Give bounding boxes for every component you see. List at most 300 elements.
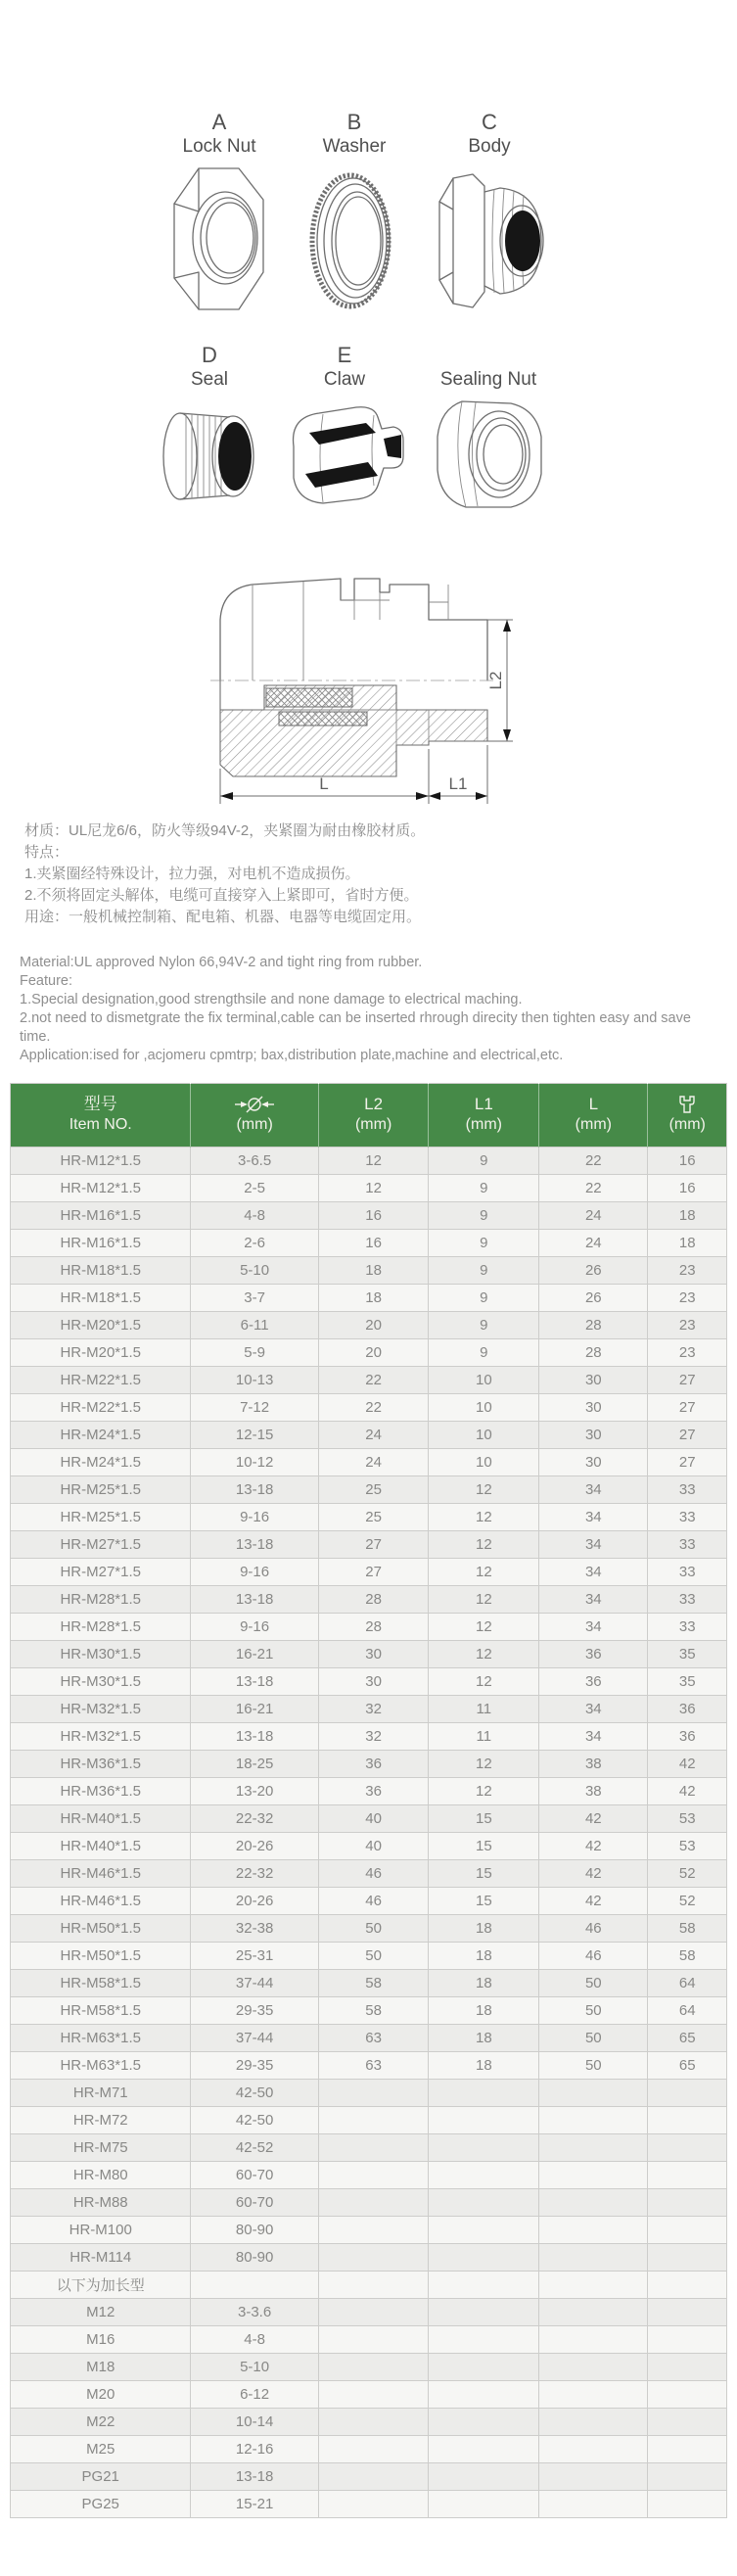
- table-cell: [539, 2463, 648, 2491]
- table-cell: [539, 2272, 648, 2299]
- table-cell: [539, 2409, 648, 2436]
- table-cell: 15: [429, 1805, 539, 1833]
- table-cell: 50: [318, 1915, 429, 1943]
- table-cell: 63: [318, 2052, 429, 2080]
- table-cell: [318, 2354, 429, 2381]
- table-cell: 12: [429, 1668, 539, 1696]
- table-cell: 9: [429, 1285, 539, 1312]
- table-cell: 16: [648, 1147, 727, 1175]
- table-cell: PG25: [11, 2491, 191, 2518]
- table-row: [11, 1778, 727, 1805]
- table-cell: [429, 2162, 539, 2189]
- table-row: [11, 1476, 727, 1504]
- table-cell: HR-M88: [11, 2189, 191, 2217]
- table-row: [11, 1751, 727, 1778]
- table-cell: 36: [648, 1723, 727, 1751]
- table-cell: 10: [429, 1449, 539, 1476]
- table-cell: 42-50: [191, 2107, 318, 2134]
- table-cell: 20: [318, 1312, 429, 1339]
- table-cell: HR-M12*1.5: [11, 1175, 191, 1202]
- table-cell: 34: [539, 1476, 648, 1504]
- table-cell: [429, 2436, 539, 2463]
- table-cell: [191, 2272, 318, 2299]
- spec-table-header: [11, 1084, 727, 1147]
- table-cell: [539, 2491, 648, 2518]
- table-cell: 22: [539, 1175, 648, 1202]
- table-cell: M22: [11, 2409, 191, 2436]
- table-cell: 3-3.6: [191, 2299, 318, 2326]
- table-cell: HR-M36*1.5: [11, 1751, 191, 1778]
- table-cell: 63: [318, 2025, 429, 2052]
- table-cell: HR-M30*1.5: [11, 1641, 191, 1668]
- table-cell: [648, 2409, 727, 2436]
- table-row: [11, 1970, 727, 1997]
- table-cell: HR-M50*1.5: [11, 1915, 191, 1943]
- table-cell: 18: [318, 1285, 429, 1312]
- table-cell: 10: [429, 1367, 539, 1394]
- table-cell: 9: [429, 1230, 539, 1257]
- table-cell: M20: [11, 2381, 191, 2409]
- table-cell: 7-12: [191, 1394, 318, 1422]
- table-cell: 42: [648, 1751, 727, 1778]
- table-cell: [539, 2134, 648, 2162]
- table-cell: 10: [429, 1394, 539, 1422]
- table-cell: [539, 2080, 648, 2107]
- table-cell: 13-18: [191, 2463, 318, 2491]
- table-cell: 18: [429, 1943, 539, 1970]
- table-cell: 50: [539, 2025, 648, 2052]
- table-cell: HR-M20*1.5: [11, 1312, 191, 1339]
- table-cell: [539, 2326, 648, 2354]
- table-cell: 65: [648, 2025, 727, 2052]
- table-cell: HR-M25*1.5: [11, 1476, 191, 1504]
- table-cell: 33: [648, 1614, 727, 1641]
- col-header-l1: L1 (mm): [429, 1084, 539, 1147]
- table-cell: HR-M22*1.5: [11, 1367, 191, 1394]
- table-cell: 9-16: [191, 1559, 318, 1586]
- part-name: Lock Nut: [182, 136, 256, 157]
- table-cell: [648, 2299, 727, 2326]
- table-cell: 28: [318, 1614, 429, 1641]
- table-cell: 30: [539, 1422, 648, 1449]
- table-cell: [648, 2244, 727, 2272]
- table-cell: 11: [429, 1723, 539, 1751]
- washer-figure: [307, 163, 401, 327]
- table-cell: 10: [429, 1422, 539, 1449]
- table-cell: [429, 2217, 539, 2244]
- part-letter: [415, 343, 562, 368]
- table-cell: 18: [429, 2025, 539, 2052]
- part-name: Body: [468, 136, 511, 157]
- table-cell: 15: [429, 1833, 539, 1860]
- table-cell: [318, 2491, 429, 2518]
- table-cell: [539, 2436, 648, 2463]
- table-cell: 13-20: [191, 1778, 318, 1805]
- col-header-l2: L2 (mm): [318, 1084, 429, 1147]
- table-cell: 50: [539, 1970, 648, 1997]
- table-row: [11, 2272, 727, 2299]
- table-cell: 16: [318, 1230, 429, 1257]
- table-cell: [429, 2080, 539, 2107]
- table-row: [11, 2354, 727, 2381]
- table-cell: 33: [648, 1586, 727, 1614]
- wrench-icon: [676, 1094, 698, 1115]
- spec-table-body: [11, 1147, 727, 2518]
- table-cell: 25: [318, 1504, 429, 1531]
- table-cell: 6-12: [191, 2381, 318, 2409]
- table-cell: 33: [648, 1559, 727, 1586]
- table-row: [11, 1614, 727, 1641]
- table-cell: [318, 2409, 429, 2436]
- table-row: [11, 1285, 727, 1312]
- table-cell: 24: [539, 1230, 648, 1257]
- table-cell: 40: [318, 1833, 429, 1860]
- table-cell: 9: [429, 1257, 539, 1285]
- table-cell: 33: [648, 1476, 727, 1504]
- parts-row-2: [145, 343, 562, 515]
- table-cell: 20-26: [191, 1833, 318, 1860]
- table-cell: 24: [318, 1449, 429, 1476]
- table-cell: 52: [648, 1860, 727, 1888]
- table-cell: [318, 2299, 429, 2326]
- spec-table: [10, 1083, 727, 2518]
- table-cell: [648, 2107, 727, 2134]
- body-figure: [428, 163, 551, 327]
- table-cell: PG21: [11, 2463, 191, 2491]
- table-cell: 50: [318, 1943, 429, 1970]
- table-cell: [318, 2080, 429, 2107]
- table-row: [11, 1367, 727, 1394]
- table-cell: 18-25: [191, 1751, 318, 1778]
- table-cell: 22: [539, 1147, 648, 1175]
- table-row: [11, 1915, 727, 1943]
- table-cell: 42-50: [191, 2080, 318, 2107]
- table-cell: 18: [429, 1997, 539, 2025]
- table-row: [11, 2244, 727, 2272]
- table-cell: 12-15: [191, 1422, 318, 1449]
- table-cell: 12: [429, 1751, 539, 1778]
- table-cell: 37-44: [191, 1970, 318, 1997]
- table-cell: 12-16: [191, 2436, 318, 2463]
- table-cell: 23: [648, 1339, 727, 1367]
- table-row: [11, 1833, 727, 1860]
- table-cell: 34: [539, 1696, 648, 1723]
- table-cell: 58: [318, 1970, 429, 1997]
- table-cell: 3-7: [191, 1285, 318, 1312]
- table-cell: HR-M32*1.5: [11, 1723, 191, 1751]
- table-cell: [648, 2162, 727, 2189]
- sealing-nut-figure: [425, 396, 552, 515]
- table-cell: [539, 2299, 648, 2326]
- lock-nut-figure: [168, 163, 270, 327]
- table-row: [11, 1202, 727, 1230]
- table-cell: 12: [429, 1614, 539, 1641]
- table-cell: 27: [648, 1449, 727, 1476]
- table-cell: [539, 2244, 648, 2272]
- material-line-en: Material:UL approved Nylon 66,94V-2 and tight ring from rubber.: [20, 955, 423, 970]
- table-cell: HR-M18*1.5: [11, 1285, 191, 1312]
- part-claw: [280, 343, 409, 515]
- table-row: [11, 1805, 727, 1833]
- table-cell: [318, 2326, 429, 2354]
- table-row: [11, 2299, 727, 2326]
- table-row: [11, 1586, 727, 1614]
- application-line-en: Application:ised for ,acjomeru cpmtrp; bax,distribution plate,machine and electrical,etc.: [20, 1048, 564, 1063]
- table-cell: 12: [318, 1147, 429, 1175]
- table-cell: 16-21: [191, 1641, 318, 1668]
- table-cell: HR-M18*1.5: [11, 1257, 191, 1285]
- table-cell: 34: [539, 1504, 648, 1531]
- table-cell: 22: [318, 1367, 429, 1394]
- table-cell: M12: [11, 2299, 191, 2326]
- feature-1-en: 1.Special designation,good strengthsile and none damage to electrical maching.: [20, 992, 523, 1007]
- table-cell: 12: [318, 1175, 429, 1202]
- table-cell: [429, 2463, 539, 2491]
- table-cell: 58: [318, 1997, 429, 2025]
- table-cell: 12: [429, 1476, 539, 1504]
- table-cell: 36: [318, 1751, 429, 1778]
- table-row: [11, 1147, 727, 1175]
- table-cell: 16: [318, 1202, 429, 1230]
- table-cell: [429, 2299, 539, 2326]
- table-cell: 5-10: [191, 2354, 318, 2381]
- table-cell: 9-16: [191, 1504, 318, 1531]
- material-line-cn: 材质：UL尼龙6/6，防火等级94V-2，夹紧圈为耐由橡胶材质。: [24, 822, 426, 839]
- table-cell: 16-21: [191, 1696, 318, 1723]
- table-row: [11, 1723, 727, 1751]
- table-cell: 27: [648, 1422, 727, 1449]
- table-cell: 10-13: [191, 1367, 318, 1394]
- table-cell: [318, 2436, 429, 2463]
- table-row: [11, 1943, 727, 1970]
- table-cell: 9-16: [191, 1614, 318, 1641]
- table-cell: 65: [648, 2052, 727, 2080]
- table-cell: 32: [318, 1696, 429, 1723]
- table-cell: 15-21: [191, 2491, 318, 2518]
- table-row: [11, 1668, 727, 1696]
- table-cell: [648, 2326, 727, 2354]
- table-cell: 30: [318, 1668, 429, 1696]
- table-row: [11, 2189, 727, 2217]
- table-cell: [318, 2244, 429, 2272]
- table-cell: 2-6: [191, 1230, 318, 1257]
- table-cell: 42: [539, 1860, 648, 1888]
- table-cell: HR-M75: [11, 2134, 191, 2162]
- table-cell: [429, 2272, 539, 2299]
- table-row: [11, 2381, 727, 2409]
- table-cell: HR-M24*1.5: [11, 1449, 191, 1476]
- table-cell: [318, 2189, 429, 2217]
- table-cell: 33: [648, 1504, 727, 1531]
- table-cell: 46: [539, 1915, 648, 1943]
- table-cell: 38: [539, 1778, 648, 1805]
- table-row: [11, 1257, 727, 1285]
- table-row: [11, 1997, 727, 2025]
- table-cell: 18: [648, 1230, 727, 1257]
- table-cell: HR-M25*1.5: [11, 1504, 191, 1531]
- table-cell: [429, 2107, 539, 2134]
- table-cell: 18: [318, 1257, 429, 1285]
- table-cell: [539, 2381, 648, 2409]
- table-cell: [429, 2134, 539, 2162]
- feature-2-en: 2.not need to dismetgrate the fix terminal,cable can be inserted rhrough direcity then tighten easy and save time.: [20, 1010, 691, 1045]
- table-row: [11, 2491, 727, 2518]
- table-cell: 60-70: [191, 2189, 318, 2217]
- table-cell: HR-M30*1.5: [11, 1668, 191, 1696]
- table-cell: 5-9: [191, 1339, 318, 1367]
- table-cell: 64: [648, 1997, 727, 2025]
- table-cell: 25-31: [191, 1943, 318, 1970]
- part-letter: B: [346, 110, 362, 134]
- table-row: [11, 1175, 727, 1202]
- table-cell: 5-10: [191, 1257, 318, 1285]
- table-cell: HR-M58*1.5: [11, 1997, 191, 2025]
- table-cell: [318, 2217, 429, 2244]
- table-cell: 2-5: [191, 1175, 318, 1202]
- table-cell: 27: [648, 1367, 727, 1394]
- table-cell: 36: [318, 1778, 429, 1805]
- table-cell: 3-6.5: [191, 1147, 318, 1175]
- table-row: [11, 1422, 727, 1449]
- table-cell: HR-M100: [11, 2217, 191, 2244]
- assembly-drawing: [206, 563, 529, 819]
- col-header-l: L (mm): [539, 1084, 648, 1147]
- feature-title-en: Feature:: [20, 973, 72, 989]
- part-letter: A: [211, 110, 227, 134]
- table-cell: 23: [648, 1312, 727, 1339]
- table-cell: [648, 2491, 727, 2518]
- table-cell: 9: [429, 1339, 539, 1367]
- table-cell: [648, 2436, 727, 2463]
- description-english: [20, 954, 719, 1065]
- part-name: Sealing Nut: [439, 369, 537, 390]
- table-cell: 22-32: [191, 1860, 318, 1888]
- table-cell: HR-M40*1.5: [11, 1833, 191, 1860]
- parts-diagram-section: [0, 0, 737, 815]
- table-cell: [429, 2244, 539, 2272]
- table-cell: 24: [318, 1422, 429, 1449]
- table-cell: 18: [648, 1202, 727, 1230]
- col-header-wrench-size: (mm): [648, 1084, 727, 1147]
- part-body: [425, 110, 554, 327]
- table-cell: 36: [539, 1668, 648, 1696]
- table-cell: HR-M22*1.5: [11, 1394, 191, 1422]
- table-cell: 25: [318, 1476, 429, 1504]
- description-chinese: [24, 820, 737, 928]
- table-cell: 53: [648, 1805, 727, 1833]
- table-row: [11, 1641, 727, 1668]
- table-row: [11, 1449, 727, 1476]
- table-cell: 4-8: [191, 2326, 318, 2354]
- table-cell: 30: [318, 1641, 429, 1668]
- feature-2-cn: 2.不须将固定头解体，电缆可直接穿入上紧即可，省时方便。: [24, 887, 419, 904]
- table-cell: [539, 2189, 648, 2217]
- table-cell: [539, 2162, 648, 2189]
- table-cell: [318, 2381, 429, 2409]
- table-cell: [539, 2107, 648, 2134]
- table-cell: 52: [648, 1888, 727, 1915]
- table-cell: 22-32: [191, 1805, 318, 1833]
- table-cell: HR-M50*1.5: [11, 1943, 191, 1970]
- table-cell: 40: [318, 1805, 429, 1833]
- table-cell: [648, 2463, 727, 2491]
- part-letter: D: [202, 343, 217, 367]
- table-cell: 16: [648, 1175, 727, 1202]
- table-cell: HR-M16*1.5: [11, 1202, 191, 1230]
- table-cell: 35: [648, 1668, 727, 1696]
- table-cell: [648, 2217, 727, 2244]
- table-cell: 13-18: [191, 1668, 318, 1696]
- parts-row-1: [155, 110, 554, 327]
- table-cell: HR-M46*1.5: [11, 1888, 191, 1915]
- dim-label-l: L: [319, 774, 329, 793]
- table-row: [11, 2217, 727, 2244]
- table-cell: 60-70: [191, 2162, 318, 2189]
- table-cell: HR-M63*1.5: [11, 2052, 191, 2080]
- feature-title-cn: 特点：: [24, 844, 69, 861]
- table-cell: HR-M28*1.5: [11, 1586, 191, 1614]
- table-cell: 50: [539, 2052, 648, 2080]
- part-letter: C: [482, 110, 497, 134]
- table-cell: HR-M32*1.5: [11, 1696, 191, 1723]
- table-cell: 42: [539, 1833, 648, 1860]
- part-washer: [290, 110, 419, 327]
- table-cell: 34: [539, 1559, 648, 1586]
- table-cell: 29-35: [191, 1997, 318, 2025]
- table-cell: HR-M36*1.5: [11, 1778, 191, 1805]
- table-cell: 32-38: [191, 1915, 318, 1943]
- table-cell: [318, 2272, 429, 2299]
- table-row: [11, 2409, 727, 2436]
- table-row: [11, 2162, 727, 2189]
- table-row: [11, 1860, 727, 1888]
- table-cell: 12: [429, 1641, 539, 1668]
- table-cell: [429, 2326, 539, 2354]
- part-sealing-nut: [415, 343, 562, 515]
- dim-label-l2: L2: [486, 671, 505, 690]
- table-cell: 64: [648, 1970, 727, 1997]
- seal-figure: [155, 396, 264, 515]
- table-cell: HR-M20*1.5: [11, 1339, 191, 1367]
- table-cell: 28: [539, 1339, 648, 1367]
- table-cell: HR-M80: [11, 2162, 191, 2189]
- feature-1-cn: 1.夹紧圈经特殊设计，拉力强，对电机不造成损伤。: [24, 866, 360, 882]
- table-cell: [429, 2354, 539, 2381]
- table-cell: [429, 2381, 539, 2409]
- table-cell: 9: [429, 1202, 539, 1230]
- table-cell: 4-8: [191, 1202, 318, 1230]
- table-cell: 80-90: [191, 2244, 318, 2272]
- table-cell: M25: [11, 2436, 191, 2463]
- part-name: Washer: [322, 136, 387, 157]
- table-cell: 50: [539, 1997, 648, 2025]
- col-header-item-no: 型号 Item NO.: [11, 1084, 191, 1147]
- table-cell: M18: [11, 2354, 191, 2381]
- table-row: [11, 1230, 727, 1257]
- table-cell: 27: [318, 1531, 429, 1559]
- table-row: [11, 2107, 727, 2134]
- table-cell: 36: [539, 1641, 648, 1668]
- table-cell: 12: [429, 1504, 539, 1531]
- table-cell: 80-90: [191, 2217, 318, 2244]
- table-row: [11, 1339, 727, 1367]
- table-cell: 26: [539, 1257, 648, 1285]
- table-cell: 27: [648, 1394, 727, 1422]
- table-cell: HR-M58*1.5: [11, 1970, 191, 1997]
- table-cell: HR-M16*1.5: [11, 1230, 191, 1257]
- table-cell: 46: [318, 1888, 429, 1915]
- table-cell: 33: [648, 1531, 727, 1559]
